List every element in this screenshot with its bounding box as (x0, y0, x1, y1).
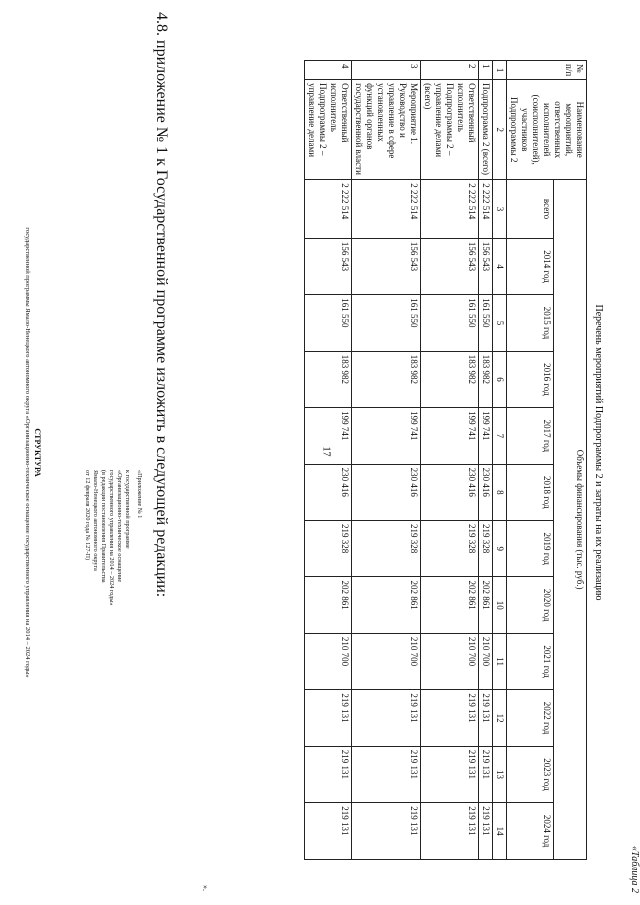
row-value: 230 416 (305, 464, 352, 520)
page-number: 17 (320, 446, 332, 457)
appendix-line: от 12 февраля 2020 года № 127-П) (84, 470, 91, 561)
header-num: № п/п (507, 61, 587, 80)
header-year: 2016 год (507, 351, 554, 407)
column-number: 6 (493, 351, 507, 407)
row-value: 156 543 (352, 238, 421, 294)
row-name: Ответственный исполнитель Подпрограммы 2 – управление делами (всего) (421, 80, 479, 180)
appendix-lines (83, 470, 131, 606)
header-total: всего (507, 180, 554, 239)
column-number: 1 (493, 61, 507, 80)
row-value: 219 131 (421, 690, 479, 746)
row-value: 161 550 (421, 295, 479, 351)
column-numbers-row (493, 61, 507, 860)
row-value: 183 982 (421, 351, 479, 407)
row-value: 230 416 (421, 464, 479, 520)
row-value: 161 550 (305, 295, 352, 351)
years-row (507, 61, 554, 860)
row-value: 210 700 (305, 633, 352, 689)
appendix-line: (в редакции постановления Правительства (100, 470, 107, 583)
row-value: 219 328 (479, 521, 493, 577)
header-year: 2014 год (507, 238, 554, 294)
row-value: 210 700 (479, 633, 493, 689)
header-name: Наименование мероприятий, ответственных исполнителей (соисполнителей), участников Подпрограммы 2 (507, 80, 587, 180)
column-number: 13 (493, 746, 507, 802)
row-value: 219 131 (352, 690, 421, 746)
financing-table (304, 60, 587, 860)
row-name: Ответственный исполнитель Подпрограммы 2 – управление делами (305, 80, 352, 180)
row-value: 199 741 (305, 408, 352, 464)
column-number: 2 (493, 80, 507, 180)
appendix-line: «Организационно-техническое оснащение (116, 470, 123, 583)
row-number: 3 (352, 61, 421, 80)
column-number: 5 (493, 295, 507, 351)
column-number: 8 (493, 464, 507, 520)
row-value: 219 131 (305, 746, 352, 802)
table-row (305, 61, 352, 860)
column-number: 10 (493, 577, 507, 633)
row-value: 2 222 514 (305, 180, 352, 239)
column-number: 7 (493, 408, 507, 464)
row-value: 219 131 (352, 803, 421, 860)
appendix-line: к государственной программе (124, 470, 131, 549)
row-value: 219 328 (421, 521, 479, 577)
header-funding: Объемы финансирования (тыс. руб.) (554, 180, 587, 860)
row-value: 2 222 514 (352, 180, 421, 239)
table-row (421, 61, 479, 860)
row-number: 1 (479, 61, 493, 80)
row-value: 156 543 (421, 238, 479, 294)
row-value: 156 543 (479, 238, 493, 294)
column-number: 11 (493, 633, 507, 689)
row-value: 202 861 (352, 577, 421, 633)
table-title: Перечень мероприятий Подпрограммы 2 и затраты на их реализацию (593, 304, 604, 601)
structure-subtitle: государственной программы Ямало-Ненецкого автономного округа «Организационно-техническое оснащение государственного управления на 2014 – 2024 годы» (24, 227, 31, 678)
table-label: «Таблица 2 (629, 846, 640, 893)
column-number: 12 (493, 690, 507, 746)
row-name: Мероприятие 1. Руководство и управление в сфере установленных функций органов государственной власти (352, 80, 421, 180)
row-value: 219 131 (479, 803, 493, 860)
appendix-title: «Приложение № 1 (136, 470, 143, 519)
row-value: 219 131 (305, 690, 352, 746)
column-number: 9 (493, 521, 507, 577)
appendix-line: Ямало-Ненецкого автономного округа (92, 470, 99, 571)
header-year: 2015 год (507, 295, 554, 351)
header-year: 2017 год (507, 408, 554, 464)
row-value: 183 982 (479, 351, 493, 407)
row-value: 219 328 (305, 521, 352, 577)
header-row (554, 61, 587, 860)
row-value: 219 131 (479, 746, 493, 802)
row-value: 219 131 (479, 690, 493, 746)
row-value: 2 222 514 (421, 180, 479, 239)
header-year: 2019 год (507, 521, 554, 577)
column-number: 4 (493, 238, 507, 294)
structure-title: СТРУКТУРА (33, 428, 42, 477)
header-year: 2024 год (507, 803, 554, 860)
table-row (352, 61, 421, 860)
row-value: 183 982 (352, 351, 421, 407)
row-value: 199 741 (421, 408, 479, 464)
row-value: 2 222 514 (479, 180, 493, 239)
row-value: 230 416 (352, 464, 421, 520)
row-value: 202 861 (479, 577, 493, 633)
table-end-mark: ». (201, 885, 210, 891)
header-year: 2021 год (507, 633, 554, 689)
column-number: 3 (493, 180, 507, 239)
header-year: 2022 год (507, 690, 554, 746)
row-value: 202 861 (305, 577, 352, 633)
row-number: 4 (305, 61, 352, 80)
column-number: 14 (493, 803, 507, 860)
appendix-block (83, 470, 143, 606)
row-value: 161 550 (479, 295, 493, 351)
row-value: 219 131 (352, 746, 421, 802)
row-value: 230 416 (479, 464, 493, 520)
row-value: 219 131 (305, 803, 352, 860)
row-value: 156 543 (305, 238, 352, 294)
header-year: 2020 год (507, 577, 554, 633)
row-number: 2 (421, 61, 479, 80)
header-year: 2023 год (507, 746, 554, 802)
row-value: 183 982 (305, 351, 352, 407)
row-value: 199 741 (479, 408, 493, 464)
row-value: 210 700 (421, 633, 479, 689)
table-row (479, 61, 493, 860)
row-value: 219 131 (421, 803, 479, 860)
row-value: 199 741 (352, 408, 421, 464)
row-value: 161 550 (352, 295, 421, 351)
row-value: 210 700 (352, 633, 421, 689)
row-value: 219 131 (421, 746, 479, 802)
row-value: 219 328 (352, 521, 421, 577)
row-value: 202 861 (421, 577, 479, 633)
row-name: Подпрограмма 2 (всего) (479, 80, 493, 180)
section-heading: 4.8. приложение № 1 к Государственной программе изложить в следующей редакции: (153, 12, 170, 598)
header-year: 2018 год (507, 464, 554, 520)
appendix-line: государственного управления на 2014 – 2024 годы» (108, 470, 115, 606)
